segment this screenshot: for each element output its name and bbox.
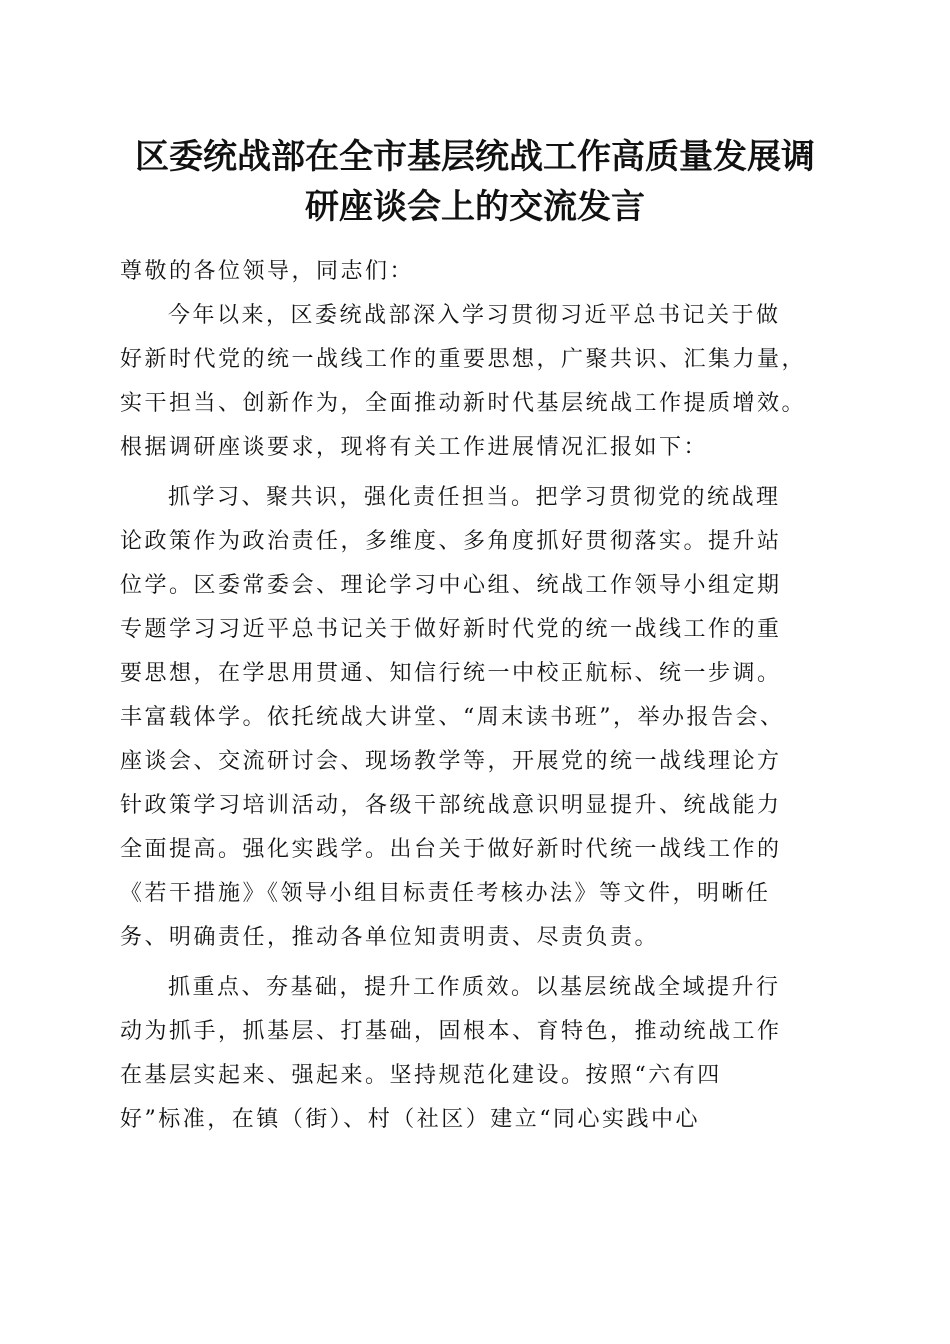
salutation: 尊敬的各位领导，同志们： — [120, 259, 415, 284]
document-title — [100, 132, 850, 232]
title-line-2: 研座谈会上的交流发言 — [305, 187, 645, 227]
title-line-1: 区委统战部在全市基层统战工作高质量发展调 — [135, 137, 815, 177]
paragraph-line: 根据调研座谈要求，现将有关工作进展情况汇报如下： — [120, 435, 709, 460]
paragraph-line: 好”标准，在镇（街）、村（社区）建立“同心实践中心 — [120, 1107, 700, 1132]
paragraph-line: 好新时代党的统一战线工作的重要思想，广聚共识、汇集力量， — [120, 347, 807, 372]
paragraph-line: 抓重点、夯基础，提升工作质效。以基层统战全域提升行 — [168, 975, 781, 1000]
paragraph-2 — [120, 476, 830, 960]
paragraph-line: 在基层实起来、强起来。坚持规范化建设。按照“六有四 — [120, 1063, 722, 1088]
paragraph-line: 抓学习、聚共识，强化责任担当。把学习贯彻党的统战理 — [168, 485, 781, 510]
paragraph-line: 务、明确责任，推动各单位知责明责、尽责负责。 — [120, 925, 660, 950]
paragraph-line: 丰富载体学。依托统战大讲堂、“周末读书班”，举办报告会、 — [120, 705, 785, 730]
paragraph-line: 座谈会、交流研讨会、现场教学等，开展党的统一战线理论方 — [120, 749, 782, 774]
paragraph-3 — [120, 966, 830, 1142]
paragraph-line: 动为抓手，抓基层、打基础，固根本、育特色，推动统战工作 — [120, 1019, 782, 1044]
paragraph-line: 位学。区委常委会、理论学习中心组、统战工作领导小组定期 — [120, 573, 782, 598]
paragraph-line: 实干担当、创新作为，全面推动新时代基层统战工作提质增效。 — [120, 391, 807, 416]
paragraph-line: 专题学习习近平总书记关于做好新时代党的统一战线工作的重 — [120, 617, 782, 642]
paragraph-1 — [120, 294, 830, 470]
paragraph-line: 要思想，在学思用贯通、知信行统一中校正航标、统一步调。 — [120, 661, 782, 686]
paragraph-line: 《若干措施》《领导小组目标责任考核办法》等文件，明晰任 — [120, 881, 771, 906]
document-body — [120, 250, 830, 1142]
paragraph-line: 今年以来，区委统战部深入学习贯彻习近平总书记关于做 — [168, 303, 781, 328]
paragraph-line: 论政策作为政治责任，多维度、多角度抓好贯彻落实。提升站 — [120, 529, 782, 554]
paragraph-line: 全面提高。强化实践学。出台关于做好新时代统一战线工作的 — [120, 837, 782, 862]
paragraph-line: 针政策学习培训活动，各级干部统战意识明显提升、统战能力 — [120, 793, 782, 818]
